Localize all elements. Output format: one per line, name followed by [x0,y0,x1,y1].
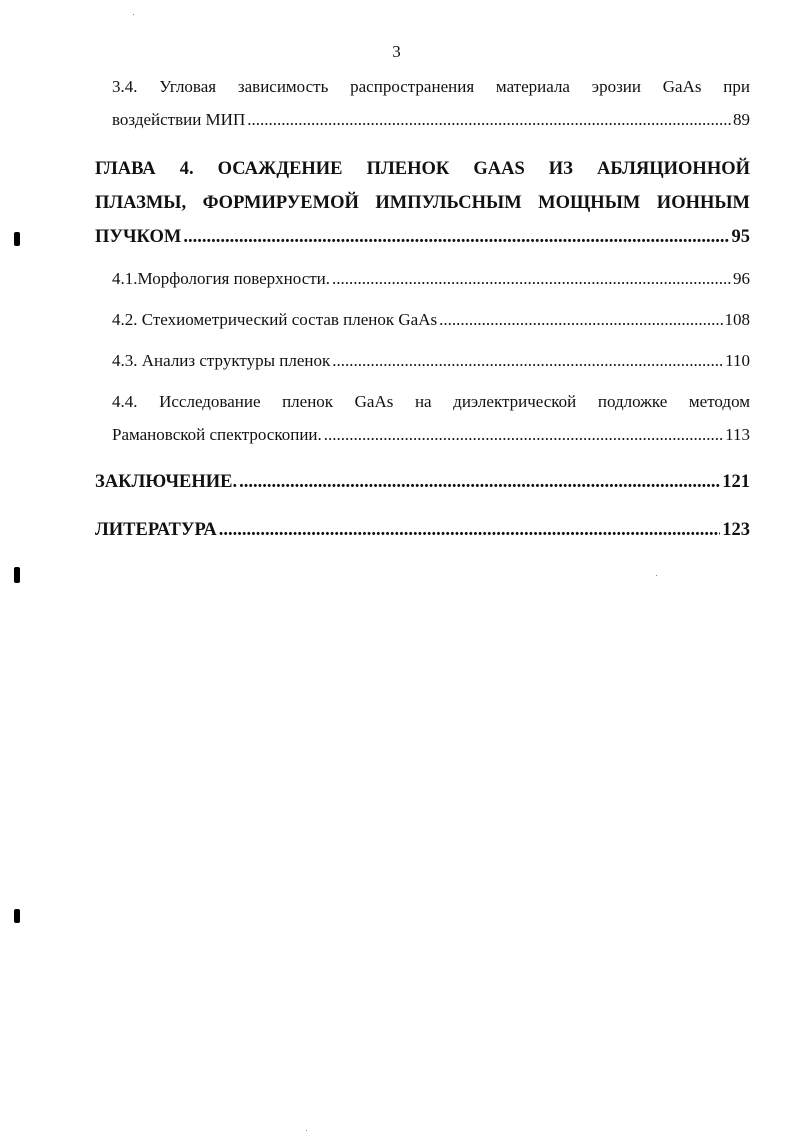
toc-entry-3-4-line1: 3.4. Угловая зависимость распространения материала эрозии GaAs при [112,77,750,96]
toc-entry-4-1-page: 96 [733,269,750,288]
toc-entry-4-1[interactable] [95,262,750,295]
dot-leader [183,220,729,254]
toc-literature[interactable] [95,513,750,547]
toc-entry-4-1-text: 4.1.Морфология поверхности. [112,269,331,288]
scan-mark [14,232,20,246]
toc-entry-4-2[interactable] [95,303,750,336]
page-number: 3 [392,42,401,61]
toc-entry-4-3-page: 110 [725,351,750,370]
toc-entry-3-4[interactable] [95,70,750,136]
dot-leader [247,103,731,136]
table-of-contents [95,70,750,547]
toc-chapter-4[interactable] [95,152,750,254]
scan-mark [14,567,20,583]
toc-entry-4-4-line1: 4.4. Исследование пленок GaAs на диэлектрической подложке методом [112,392,750,411]
toc-literature-page: 123 [722,520,750,540]
toc-conclusion-text: ЗАКЛЮЧЕНИЕ. [95,472,238,492]
scan-speck [306,1130,307,1131]
toc-chapter-4-line3: ПУЧКОМ [95,227,182,247]
dot-leader [332,262,731,295]
toc-entry-4-3-text: 4.3. Анализ структуры пленок [112,351,331,370]
toc-entry-4-4-page: 113 [725,425,750,444]
scan-speck [133,14,134,15]
scan-mark [14,909,20,923]
toc-entry-4-4-line2: Рамановской спектроскопии. [112,425,322,444]
toc-entry-3-4-page: 89 [733,110,750,129]
scan-speck [656,575,657,576]
toc-entry-3-4-line2: воздействии МИП [112,110,246,129]
dot-leader [332,344,723,377]
dot-leader [439,303,722,336]
toc-chapter-4-line2: ПЛАЗМЫ, ФОРМИРУЕМОЙ ИМПУЛЬСНЫМ МОЩНЫМ ИОННЫМ [95,193,750,213]
toc-chapter-4-line1: ГЛАВА 4. ОСАЖДЕНИЕ ПЛЕНОК GAAS ИЗ АБЛЯЦИОННОЙ [95,159,750,179]
toc-entry-4-2-page: 108 [724,310,750,329]
dot-leader [324,418,723,451]
toc-chapter-4-page: 95 [731,227,750,247]
toc-entry-4-2-text: 4.2. Стехиометрический состав пленок GaAs [112,310,438,329]
toc-conclusion[interactable] [95,465,750,499]
dot-leader [239,465,720,499]
toc-entry-4-4[interactable] [95,385,750,451]
toc-entry-4-3[interactable] [95,344,750,377]
toc-literature-text: ЛИТЕРАТУРА [95,520,217,540]
dot-leader [219,513,721,547]
toc-conclusion-page: 121 [722,472,750,492]
